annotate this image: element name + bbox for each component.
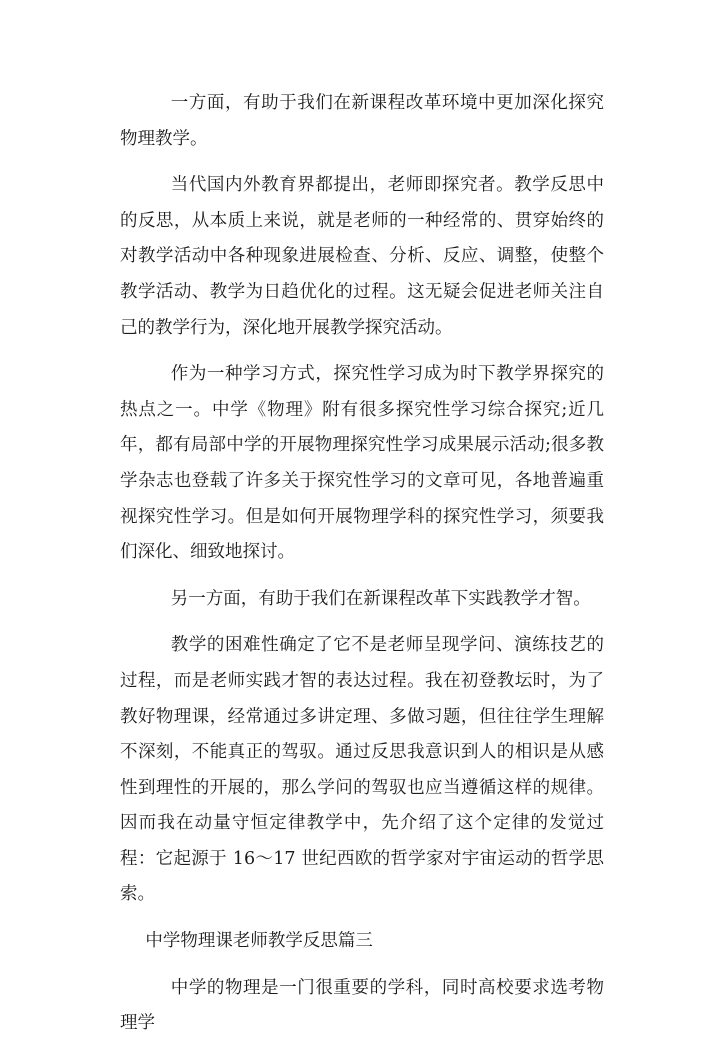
section-heading: 中学物理课老师教学反思篇三 [145,931,373,952]
paragraph-3: 作为一种学习方式，探究性学习成为时下教学界探究的热点之一。中学《物理》附有很多探究性学习综合探究;近几年，都有局部中学的开展物理探究性学习成果展示活动;很多教学杂志也登载了许多关于探究性学习的文章可见，各地普遍重视探究性学习。但是如何开展物理学科的探究性学习，须要我们深化、细致地探讨。 [120,364,604,563]
paragraph-6: 中学的物理是一门很重要的学科，同时高校要求选考物理学 [120,977,604,1034]
paragraph-4: 另一方面，有助于我们在新课程改革下实践教学才智。 [170,588,591,609]
paragraph-1: 一方面，有助于我们在新课程改革环境中更加深化探究物理教学。 [120,93,604,149]
paragraph-5: 教学的困难性确定了它不是老师呈现学问、演练技艺的过程，而是老师实践才智的表达过程。我在初登教坛时，为了教好物理课，经常通过多讲定理、多做习题，但往往学生理解不深刻，不能真正的驾驭。通过反思我意识到人的相识是从感性到理性的开展的，那么学问的驾驭也应当遵循这样的规律。因而我在动量守恒定律教学中，先介绍了这个定律的发觉过程：它起源于 16～17 世纪西欧的哲学家对宇宙运动的哲学思索。 [120,635,604,905]
paragraph-2: 当代国内外教育界都提出，老师即探究者。教学反思中的反思，从本质上来说，就是老师的一种经常的、贯穿始终的对教学活动中各种现象进展检查、分析、反应、调整，使整个教学活动、教学为日趋优化的过程。这无疑会促进老师关注自己的教学行为，深化地开展教学探究活动。 [120,175,604,338]
document-body [120,86,604,1053]
